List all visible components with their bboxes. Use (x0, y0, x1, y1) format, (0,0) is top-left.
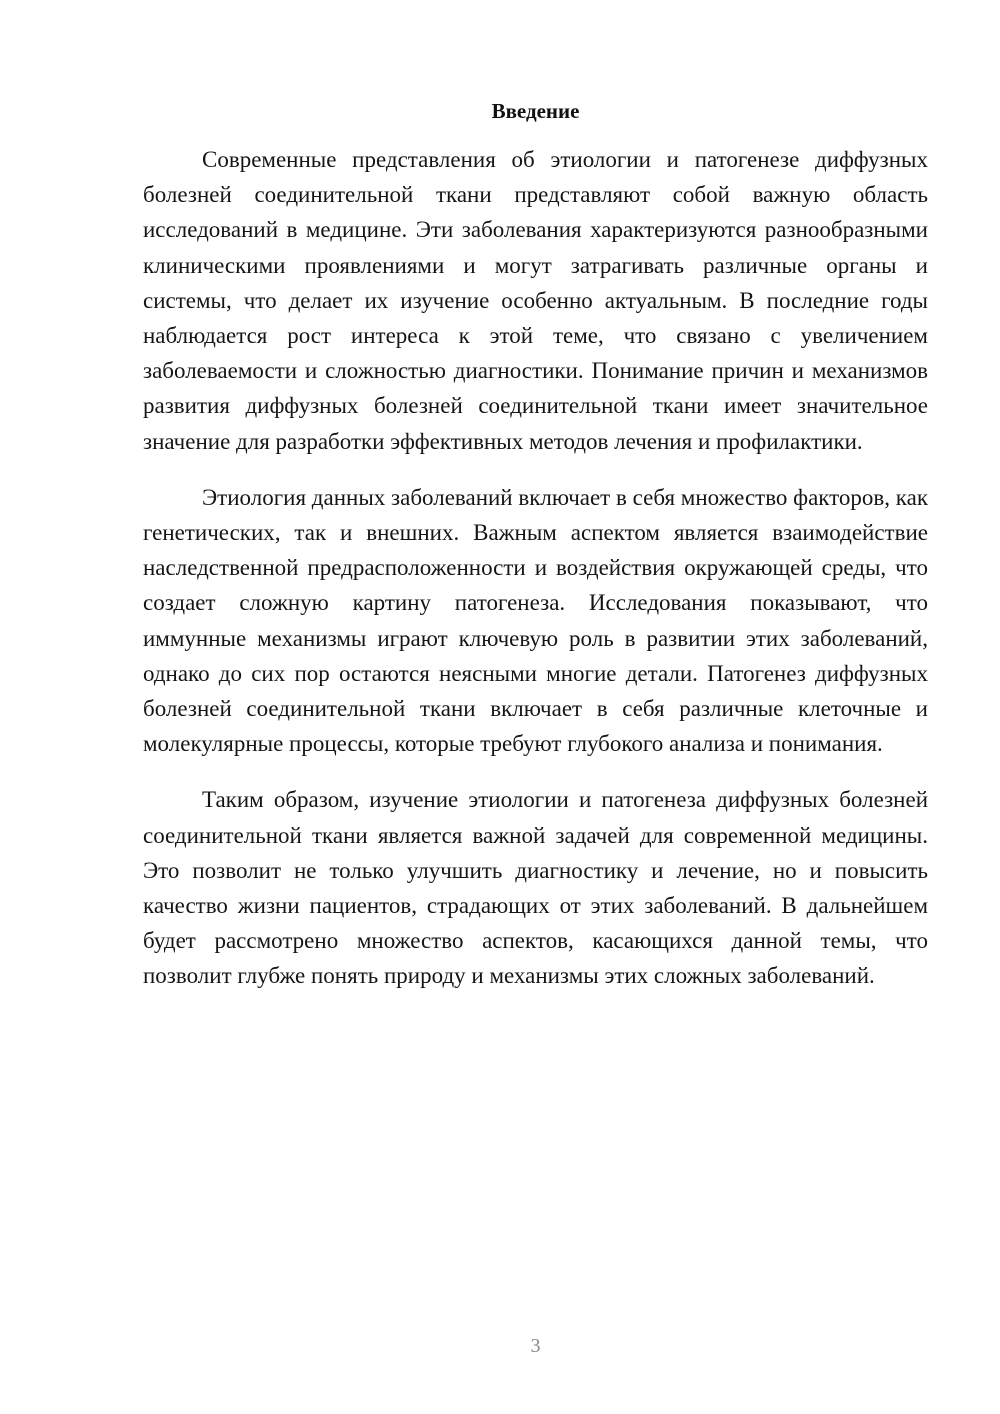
body-text (143, 142, 928, 1015)
page-title: Введение (491, 99, 580, 123)
paragraph-1: Современные представления об этиологии и патогенезе диффузных болезней соединительной ткани представляют собой важную область исследований в медицине. Эти заболевания характеризуются разнообразными клиническими проявлениями и могут затрагивать различные органы и системы, что делает их изучение особенно актуальным. В последние годы наблюдается рост интереса к этой теме, что связано с увеличением заболеваемости и сложностью диагностики. Понимание причин и механизмов развития диффузных болезней соединительной ткани имеет значительное значение для разработки эффективных методов лечения и профилактики. (143, 147, 928, 454)
paragraph-2: Этиология данных заболеваний включает в себя множество факторов, как генетических, так и внешних. Важным аспектом является взаимодействие наследственной предрасположенности и воздействия окружающей среды, что создает сложную картину патогенеза. Исследования показывают, что иммунные механизмы играют ключевую роль в развитии этих заболеваний, однако до сих пор остаются неясными многие детали. Патогенез диффузных болезней соединительной ткани включает в себя различные клеточные и молекулярные процессы, которые требуют глубокого анализа и понимания. (143, 484, 928, 757)
paragraph-3: Таким образом, изучение этиологии и патогенеза диффузных болезней соединительной ткани является важной задачей для современной медицины. Это позволит не только улучшить диагностику и лечение, но и повысить качество жизни пациентов, страдающих от этих заболеваний. В дальнейшем будет рассмотрено множество аспектов, касающихся данной темы, что позволит глубже понять природу и механизмы этих сложных заболеваний. (143, 787, 928, 989)
page-number: 3 (530, 1335, 541, 1357)
